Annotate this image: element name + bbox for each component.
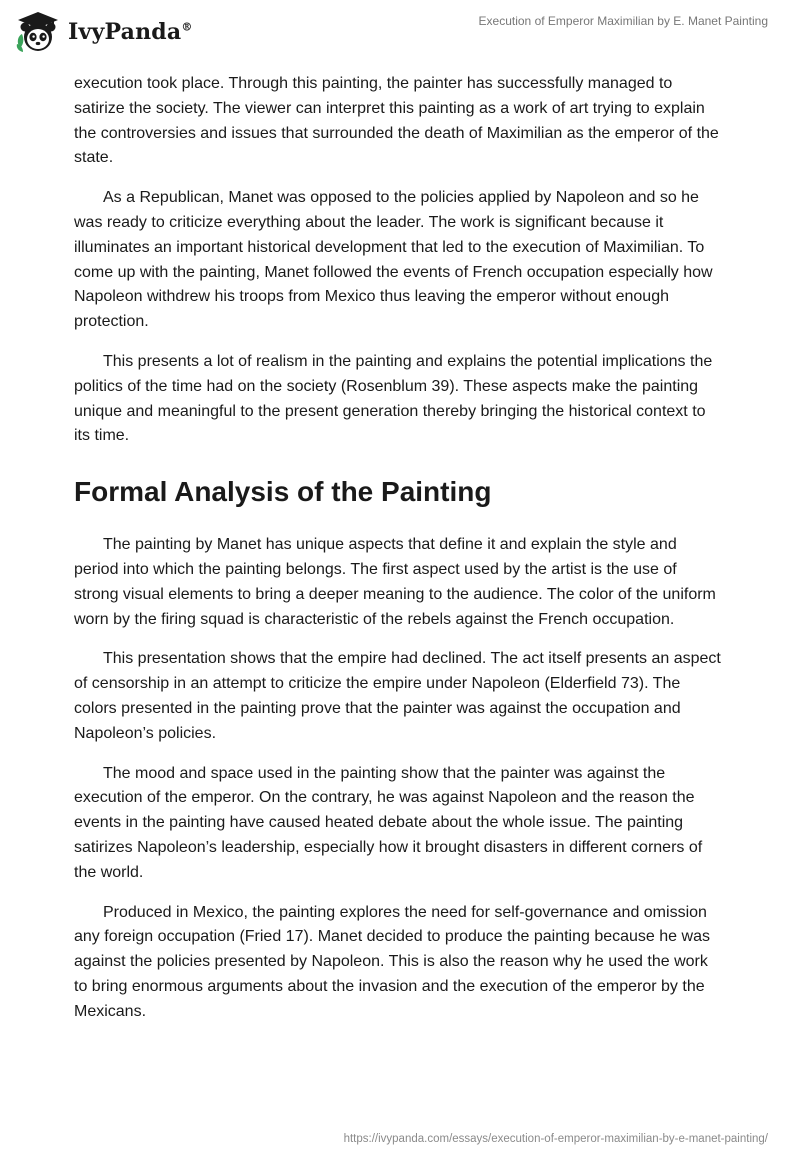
body-paragraph: Produced in Mexico, the painting explores the need for self-governance and omission any foreign occupation (Fried 17). Manet decided to produce the painting because he was against the policies presented by Napoleon. This is also the reason why he used the work to bring enormous arguments about the invasion and the execution of the emperor by the Mexicans.: [74, 903, 710, 1020]
body-paragraph: As a Republican, Manet was opposed to the policies applied by Napoleon and so he was ready to criticize everything about the leader. The work is significant because it illuminates an important historical development that led to the execution of Maximilian. To come up with the painting, Manet followed the events of French occupation especially how Napoleon withdrew his troops from Mexico thus leaving the emperor without enough protection.: [74, 189, 713, 331]
document-title: Execution of Emperor Maximilian by E. Manet Painting: [478, 14, 768, 28]
body-paragraph: This presentation shows that the empire had declined. The act itself presents an aspect of censorship in an attempt to criticize the empire under Napoleon (Elderfield 73). The colors presented in the painting prove that the painter was against the occupation and Napoleon’s policies.: [74, 650, 721, 742]
ivypanda-logo[interactable]: [14, 8, 193, 56]
section-heading: Formal Analysis of the Painting: [74, 476, 492, 508]
essay-content: [74, 72, 724, 1040]
body-paragraph: This presents a lot of realism in the painting and explains the potential implications the politics of the time had on the society (Rosenblum 39). These aspects make the painting unique and meaningful to the present generation thereby bringing the historical context to its time.: [74, 352, 713, 445]
panda-logo-icon: [14, 8, 62, 56]
source-url[interactable]: https://ivypanda.com/essays/execution-of-emperor-maximilian-by-e-manet-painting/: [343, 1133, 768, 1145]
logo-wordmark: IvyPanda®: [68, 19, 193, 45]
body-paragraph: The painting by Manet has unique aspects that define it and explain the style and period into which the painting belongs. The first aspect used by the artist is the use of strong visual elements to bring a deeper meaning to the audience. The color of the uniform worn by the firing squad is characteristic of the rebels against the French occupation.: [74, 536, 716, 628]
body-paragraph: The mood and space used in the painting show that the painter was against the execution of the emperor. On the contrary, he was against Napoleon and the reason the events in the painting have caused heated debate about the whole issue. The painting satirizes Napoleon’s leadership, especially how it brought disasters in different corners of the world.: [74, 764, 703, 881]
page-header: [0, 0, 800, 70]
body-paragraph: execution took place. Through this painting, the painter has successfully managed to satirize the society. The viewer can interpret this painting as a work of art trying to explain the controversies and issues that surrounded the death of Maximilian as the emperor of the state.: [74, 75, 719, 167]
